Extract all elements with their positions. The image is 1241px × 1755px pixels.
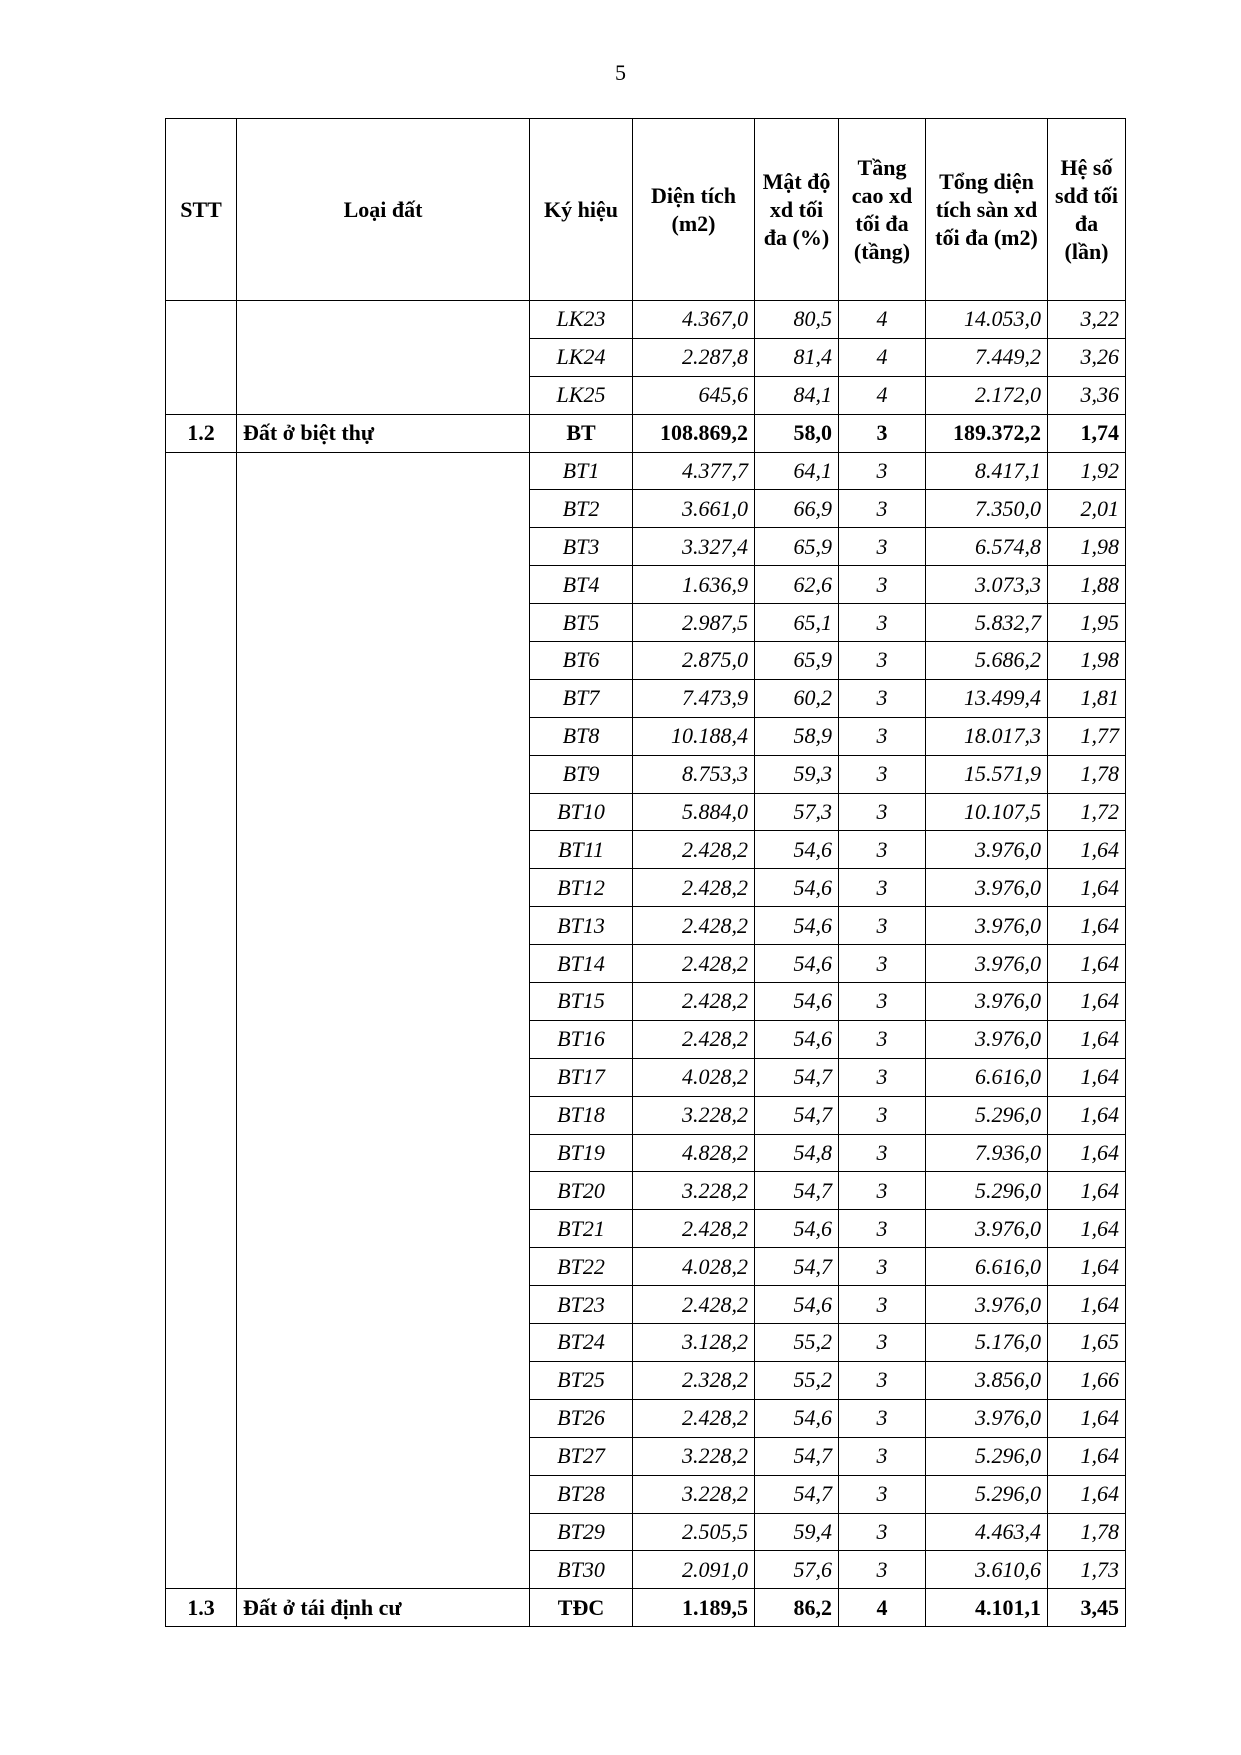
cell-code: BT5 — [530, 604, 633, 642]
cell-floors: 3 — [839, 1437, 926, 1475]
cell-floors: 3 — [839, 945, 926, 983]
cell-floors: 4 — [839, 338, 926, 376]
cell-density: 54,7 — [755, 1475, 839, 1513]
cell-floors: 3 — [839, 717, 926, 755]
cell-floors: 3 — [839, 1172, 926, 1210]
cell-code: BT25 — [530, 1361, 633, 1399]
cell-floors: 3 — [839, 1134, 926, 1172]
cell-floors: 4 — [839, 301, 926, 339]
cell-floor-area: 15.571,9 — [926, 755, 1048, 793]
cell-area: 2.428,2 — [633, 1020, 755, 1058]
cell-ratio: 1,78 — [1048, 755, 1126, 793]
cell-code: BT4 — [530, 566, 633, 604]
cell-floor-area: 6.616,0 — [926, 1248, 1048, 1286]
cell-floors: 3 — [839, 793, 926, 831]
cell-code: BT24 — [530, 1324, 633, 1362]
cell-density: 60,2 — [755, 679, 839, 717]
cell-ratio: 1,64 — [1048, 1248, 1126, 1286]
cell-floor-area: 7.936,0 — [926, 1134, 1048, 1172]
cell-floors: 3 — [839, 642, 926, 680]
cell-density: 54,7 — [755, 1437, 839, 1475]
cell-stt — [166, 301, 237, 415]
cell-floor-area: 6.574,8 — [926, 528, 1048, 566]
cell-code: BT12 — [530, 869, 633, 907]
cell-code: BT15 — [530, 983, 633, 1021]
cell-floors: 3 — [839, 1020, 926, 1058]
cell-area: 2.287,8 — [633, 338, 755, 376]
cell-area: 2.091,0 — [633, 1551, 755, 1589]
cell-area: 8.753,3 — [633, 755, 755, 793]
cell-code: BT21 — [530, 1210, 633, 1248]
cell-ratio: 1,64 — [1048, 1210, 1126, 1248]
cell-code: BT22 — [530, 1248, 633, 1286]
cell-code: BT10 — [530, 793, 633, 831]
cell-floor-area: 4.101,1 — [926, 1589, 1048, 1627]
cell-code: BT27 — [530, 1437, 633, 1475]
header-tang-cao: Tầng cao xd tối đa (tầng) — [839, 119, 926, 301]
cell-ratio: 1,66 — [1048, 1361, 1126, 1399]
cell-ratio: 1,98 — [1048, 642, 1126, 680]
cell-floor-area: 14.053,0 — [926, 301, 1048, 339]
table-body — [166, 301, 1126, 1627]
cell-ratio: 3,45 — [1048, 1589, 1126, 1627]
cell-area: 4.828,2 — [633, 1134, 755, 1172]
cell-area: 2.428,2 — [633, 907, 755, 945]
header-he-so: Hệ số sdđ tối đa (lần) — [1048, 119, 1126, 301]
cell-floors: 3 — [839, 1399, 926, 1437]
header-tong-dien-tich-san: Tổng diện tích sàn xd tối đa (m2) — [926, 119, 1048, 301]
cell-ratio: 1,64 — [1048, 1475, 1126, 1513]
cell-density: 58,0 — [755, 414, 839, 452]
cell-code: BT26 — [530, 1399, 633, 1437]
cell-floors: 3 — [839, 679, 926, 717]
cell-ratio: 1,64 — [1048, 1134, 1126, 1172]
cell-floors: 3 — [839, 983, 926, 1021]
cell-density: 59,3 — [755, 755, 839, 793]
cell-floors: 3 — [839, 490, 926, 528]
cell-floor-area: 5.176,0 — [926, 1324, 1048, 1362]
cell-area: 2.505,5 — [633, 1513, 755, 1551]
cell-density: 64,1 — [755, 452, 839, 490]
cell-area: 108.869,2 — [633, 414, 755, 452]
table-row — [166, 301, 1126, 339]
cell-code: BT — [530, 414, 633, 452]
cell-density: 84,1 — [755, 376, 839, 414]
cell-code: BT8 — [530, 717, 633, 755]
cell-code: BT16 — [530, 1020, 633, 1058]
cell-density: 54,6 — [755, 945, 839, 983]
cell-floor-area: 7.350,0 — [926, 490, 1048, 528]
cell-code: LK23 — [530, 301, 633, 339]
cell-stt: 1.3 — [166, 1589, 237, 1627]
cell-area: 2.428,2 — [633, 1286, 755, 1324]
cell-ratio: 1,64 — [1048, 945, 1126, 983]
cell-code: BT29 — [530, 1513, 633, 1551]
group-row — [166, 1589, 1126, 1627]
cell-floor-area: 3.073,3 — [926, 566, 1048, 604]
cell-floor-area: 2.172,0 — [926, 376, 1048, 414]
cell-area: 3.228,2 — [633, 1475, 755, 1513]
cell-code: BT18 — [530, 1096, 633, 1134]
cell-density: 54,6 — [755, 831, 839, 869]
cell-floors: 3 — [839, 528, 926, 566]
cell-area: 4.367,0 — [633, 301, 755, 339]
page-number: 5 — [615, 60, 626, 85]
cell-floor-area: 8.417,1 — [926, 452, 1048, 490]
cell-floor-area: 10.107,5 — [926, 793, 1048, 831]
header-dien-tich: Diện tích (m2) — [633, 119, 755, 301]
cell-area: 5.884,0 — [633, 793, 755, 831]
cell-floor-area: 3.976,0 — [926, 907, 1048, 945]
cell-code: BT13 — [530, 907, 633, 945]
cell-floors: 3 — [839, 831, 926, 869]
header-stt: STT — [166, 119, 237, 301]
cell-code: LK24 — [530, 338, 633, 376]
group-row — [166, 414, 1126, 452]
cell-area: 2.987,5 — [633, 604, 755, 642]
cell-floor-area: 3.976,0 — [926, 1286, 1048, 1324]
cell-code: BT20 — [530, 1172, 633, 1210]
cell-density: 54,8 — [755, 1134, 839, 1172]
cell-area: 645,6 — [633, 376, 755, 414]
cell-area: 2.428,2 — [633, 831, 755, 869]
cell-area: 3.661,0 — [633, 490, 755, 528]
cell-density: 54,6 — [755, 1399, 839, 1437]
cell-floors: 4 — [839, 376, 926, 414]
header-ky-hieu: Ký hiệu — [530, 119, 633, 301]
cell-floor-area: 3.610,6 — [926, 1551, 1048, 1589]
cell-ratio: 1,64 — [1048, 983, 1126, 1021]
cell-ratio: 1,92 — [1048, 452, 1126, 490]
cell-ratio: 1,88 — [1048, 566, 1126, 604]
cell-area: 1.636,9 — [633, 566, 755, 604]
cell-code: TĐC — [530, 1589, 633, 1627]
cell-density: 65,9 — [755, 642, 839, 680]
cell-ratio: 1,64 — [1048, 1096, 1126, 1134]
cell-area: 7.473,9 — [633, 679, 755, 717]
cell-area: 1.189,5 — [633, 1589, 755, 1627]
land-use-table — [165, 118, 1126, 1627]
cell-area: 3.228,2 — [633, 1096, 755, 1134]
cell-code: BT2 — [530, 490, 633, 528]
cell-ratio: 1,64 — [1048, 1286, 1126, 1324]
cell-floor-area: 4.463,4 — [926, 1513, 1048, 1551]
cell-code: BT23 — [530, 1286, 633, 1324]
cell-floors: 3 — [839, 604, 926, 642]
cell-floor-area: 189.372,2 — [926, 414, 1048, 452]
cell-area: 4.028,2 — [633, 1058, 755, 1096]
cell-floor-area: 6.616,0 — [926, 1058, 1048, 1096]
cell-density: 55,2 — [755, 1324, 839, 1362]
cell-ratio: 1,64 — [1048, 1437, 1126, 1475]
cell-density: 54,6 — [755, 907, 839, 945]
cell-ratio: 1,64 — [1048, 907, 1126, 945]
cell-area: 2.328,2 — [633, 1361, 755, 1399]
cell-code: BT6 — [530, 642, 633, 680]
cell-floors: 3 — [839, 1210, 926, 1248]
cell-floors: 3 — [839, 907, 926, 945]
cell-code: LK25 — [530, 376, 633, 414]
cell-ratio: 3,22 — [1048, 301, 1126, 339]
cell-floor-area: 3.976,0 — [926, 1399, 1048, 1437]
cell-area: 2.428,2 — [633, 869, 755, 907]
cell-density: 54,6 — [755, 1020, 839, 1058]
cell-code: BT1 — [530, 452, 633, 490]
cell-ratio: 2,01 — [1048, 490, 1126, 528]
cell-floors: 3 — [839, 566, 926, 604]
cell-ratio: 1,81 — [1048, 679, 1126, 717]
cell-ratio: 3,36 — [1048, 376, 1126, 414]
cell-density: 59,4 — [755, 1513, 839, 1551]
cell-density: 54,6 — [755, 983, 839, 1021]
cell-floor-area: 3.976,0 — [926, 869, 1048, 907]
cell-floor-area: 7.449,2 — [926, 338, 1048, 376]
header-loai-dat: Loại đất — [237, 119, 530, 301]
cell-area: 3.228,2 — [633, 1437, 755, 1475]
cell-floor-area: 3.976,0 — [926, 1020, 1048, 1058]
cell-density: 54,7 — [755, 1058, 839, 1096]
cell-density: 54,6 — [755, 1210, 839, 1248]
cell-loai-dat: Đất ở tái định cư — [237, 1589, 530, 1627]
cell-density: 54,6 — [755, 1286, 839, 1324]
cell-code: BT3 — [530, 528, 633, 566]
cell-density: 65,1 — [755, 604, 839, 642]
cell-area: 2.428,2 — [633, 1399, 755, 1437]
cell-floors: 3 — [839, 452, 926, 490]
cell-floor-area: 18.017,3 — [926, 717, 1048, 755]
cell-code: BT30 — [530, 1551, 633, 1589]
cell-floor-area: 5.296,0 — [926, 1096, 1048, 1134]
cell-ratio: 1,74 — [1048, 414, 1126, 452]
cell-density: 54,7 — [755, 1172, 839, 1210]
cell-density: 55,2 — [755, 1361, 839, 1399]
cell-area: 2.428,2 — [633, 945, 755, 983]
cell-ratio: 1,64 — [1048, 1020, 1126, 1058]
cell-ratio: 1,64 — [1048, 1058, 1126, 1096]
cell-density: 58,9 — [755, 717, 839, 755]
cell-density: 62,6 — [755, 566, 839, 604]
table-row — [166, 452, 1126, 490]
cell-floors: 3 — [839, 1058, 926, 1096]
cell-code: BT11 — [530, 831, 633, 869]
cell-ratio: 1,78 — [1048, 1513, 1126, 1551]
cell-floor-area: 13.499,4 — [926, 679, 1048, 717]
cell-ratio: 1,64 — [1048, 1399, 1126, 1437]
cell-ratio: 1,64 — [1048, 869, 1126, 907]
cell-density: 86,2 — [755, 1589, 839, 1627]
cell-floors: 3 — [839, 1361, 926, 1399]
cell-floors: 3 — [839, 1248, 926, 1286]
cell-density: 66,9 — [755, 490, 839, 528]
cell-ratio: 1,64 — [1048, 831, 1126, 869]
cell-code: BT14 — [530, 945, 633, 983]
cell-ratio: 1,72 — [1048, 793, 1126, 831]
cell-density: 54,7 — [755, 1096, 839, 1134]
cell-density: 54,7 — [755, 1248, 839, 1286]
cell-floor-area: 3.976,0 — [926, 983, 1048, 1021]
cell-floors: 3 — [839, 869, 926, 907]
cell-code: BT19 — [530, 1134, 633, 1172]
cell-ratio: 1,73 — [1048, 1551, 1126, 1589]
cell-floor-area: 3.976,0 — [926, 831, 1048, 869]
cell-stt: 1.2 — [166, 414, 237, 452]
cell-ratio: 3,26 — [1048, 338, 1126, 376]
cell-floor-area: 3.976,0 — [926, 945, 1048, 983]
cell-floors: 3 — [839, 1286, 926, 1324]
cell-area: 10.188,4 — [633, 717, 755, 755]
cell-floor-area: 3.976,0 — [926, 1210, 1048, 1248]
cell-density: 81,4 — [755, 338, 839, 376]
cell-floor-area: 5.296,0 — [926, 1475, 1048, 1513]
cell-density: 80,5 — [755, 301, 839, 339]
cell-floors: 3 — [839, 1324, 926, 1362]
cell-ratio: 1,64 — [1048, 1172, 1126, 1210]
cell-floors: 4 — [839, 1589, 926, 1627]
cell-ratio: 1,95 — [1048, 604, 1126, 642]
cell-density: 57,6 — [755, 1551, 839, 1589]
cell-code: BT9 — [530, 755, 633, 793]
cell-loai-dat — [237, 452, 530, 1589]
cell-floors: 3 — [839, 1475, 926, 1513]
cell-floor-area: 3.856,0 — [926, 1361, 1048, 1399]
cell-area: 3.327,4 — [633, 528, 755, 566]
cell-floors: 3 — [839, 1096, 926, 1134]
cell-floors: 3 — [839, 755, 926, 793]
cell-code: BT28 — [530, 1475, 633, 1513]
cell-ratio: 1,98 — [1048, 528, 1126, 566]
cell-code: BT7 — [530, 679, 633, 717]
cell-floor-area: 5.832,7 — [926, 604, 1048, 642]
cell-stt — [166, 452, 237, 1589]
cell-area: 2.428,2 — [633, 1210, 755, 1248]
cell-floor-area: 5.296,0 — [926, 1172, 1048, 1210]
cell-ratio: 1,77 — [1048, 717, 1126, 755]
cell-area: 2.875,0 — [633, 642, 755, 680]
cell-area: 2.428,2 — [633, 983, 755, 1021]
cell-floors: 3 — [839, 1551, 926, 1589]
cell-loai-dat: Đất ở biệt thự — [237, 414, 530, 452]
cell-area: 4.377,7 — [633, 452, 755, 490]
cell-floors: 3 — [839, 1513, 926, 1551]
cell-floor-area: 5.686,2 — [926, 642, 1048, 680]
cell-floor-area: 5.296,0 — [926, 1437, 1048, 1475]
cell-density: 57,3 — [755, 793, 839, 831]
header-row — [166, 119, 1126, 301]
cell-code: BT17 — [530, 1058, 633, 1096]
cell-area: 4.028,2 — [633, 1248, 755, 1286]
cell-ratio: 1,65 — [1048, 1324, 1126, 1362]
cell-loai-dat — [237, 301, 530, 415]
cell-floors: 3 — [839, 414, 926, 452]
cell-density: 65,9 — [755, 528, 839, 566]
cell-area: 3.228,2 — [633, 1172, 755, 1210]
cell-area: 3.128,2 — [633, 1324, 755, 1362]
header-mat-do: Mật độ xd tối đa (%) — [755, 119, 839, 301]
cell-density: 54,6 — [755, 869, 839, 907]
